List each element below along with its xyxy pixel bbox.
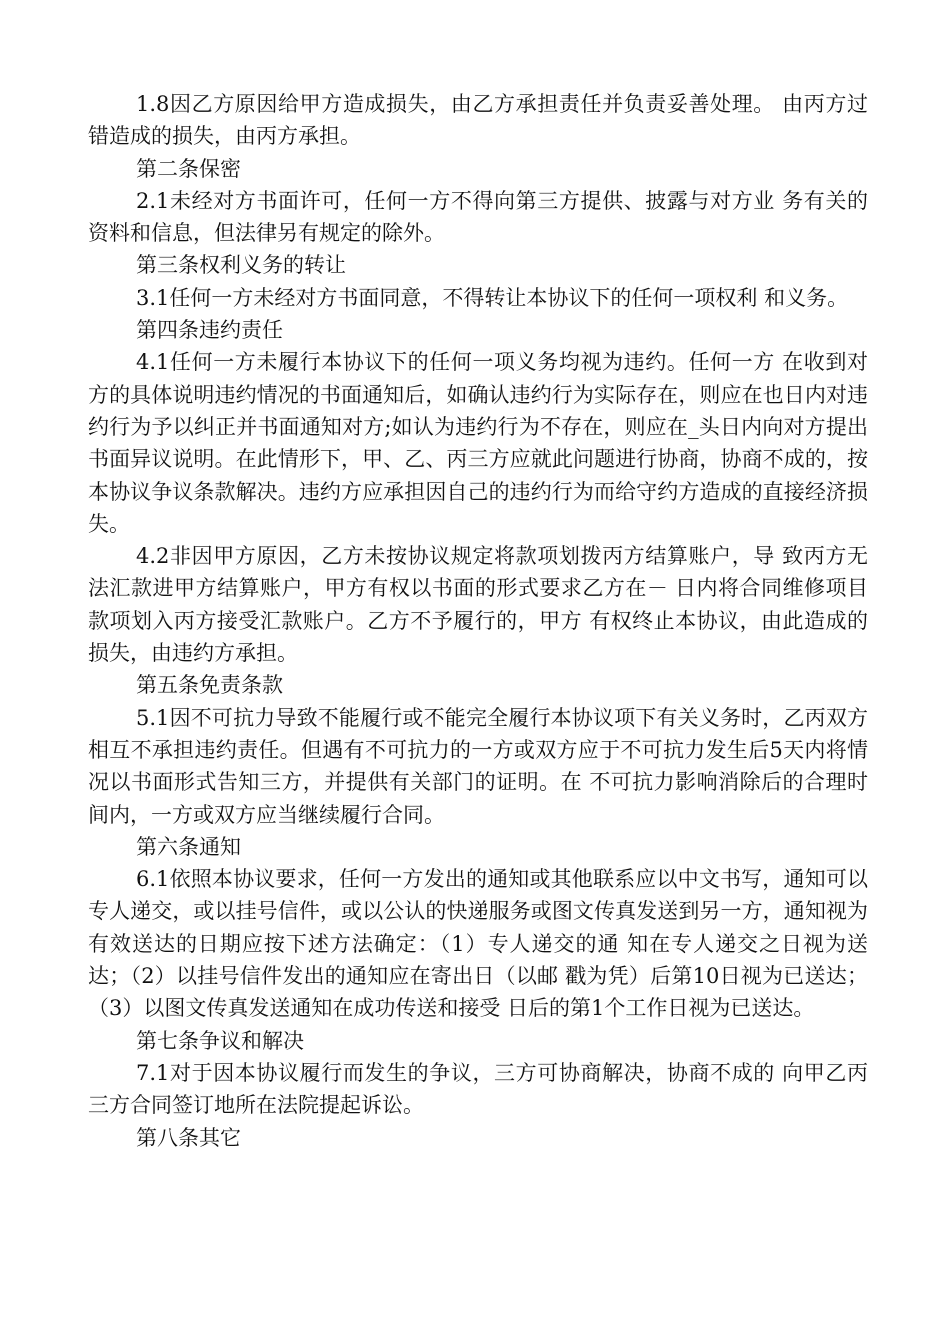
clause-4-1: 4.1任何一方未履行本协议下的任何一项义务均视为违约。任何一方 在收到对方的具体说明违约情况的书面通知后，如确认违约行为实际存在，则应在也日内对违约行为予以纠正并书面通知对方;如认为违约行为不存在，则应在_头日内向对方提出书面异议说明。在此情形下，甲、乙、丙三方应就此问题进行协商，协商不成的，按本协议争议条款解决。违约方应承担因自己的违约行为而给守约方造成的直接经济损失。 (88, 350, 868, 536)
heading-article-8: 第八条其它 (136, 1125, 241, 1150)
heading-article-7: 第七条争议和解决 (136, 1028, 304, 1053)
heading-article-3: 第三条权利义务的转让 (136, 253, 346, 278)
clause-4-2: 4.2非因甲方原因，乙方未按协议规定将款项划拨丙方结算账户，导 致丙方无法汇款进甲方结算账户，甲方有权以书面的形式要求乙方在－ 日内将合同维修项目款项划入丙方接受汇款账户。乙方不予履行的，甲方 有权终止本协议，由此造成的损失，由违约方承担。 (88, 544, 868, 666)
document-page (88, 88, 868, 1154)
clause-1-8: 1.8因乙方原因给甲方造成损失，由乙方承担责任并负责妥善处理。 由丙方过错造成的损失，由丙方承担。 (88, 92, 868, 149)
heading-article-2: 第二条保密 (136, 156, 241, 181)
clause-5-1: 5.1因不可抗力导致不能履行或不能完全履行本协议项下有关义务时，乙丙双方相互不承担违约责任。但遇有不可抗力的一方或双方应于不可抗力发生后5天内将情况以书面形式告知三方，并提供有关部门的证明。在 不可抗力影响消除后的合理时间内，一方或双方应当继续履行合同。 (88, 705, 868, 827)
clause-2-1: 2.1未经对方书面许可，任何一方不得向第三方提供、披露与对方业 务有关的资料和信息，但法律另有规定的除外。 (88, 188, 868, 246)
clause-6-1: 6.1依照本协议要求，任何一方发出的通知或其他联系应以中文书写，通知可以专人递交，或以挂号信件，或以公认的快递服务或图文传真发送到另一方，通知视为有效送达的日期应按下述方法确定：（1）专人递交的通 知在专人递交之日视为送达；（2）以挂号信件发出的通知应在寄出日（以邮 戳为凭）后第10日视为已送达；（3）以图文传真发送通知在成功传送和接受 日后的第1个工作日视为已送达。 (88, 867, 868, 1021)
heading-article-6: 第六条通知 (136, 834, 241, 859)
heading-article-5: 第五条免责条款 (136, 673, 283, 698)
clause-3-1: 3.1任何一方未经对方书面同意，不得转让本协议下的任何一项权利 和义务。 (136, 285, 849, 310)
heading-article-4: 第四条违约责任 (136, 318, 283, 343)
clause-7-1: 7.1对于因本协议履行而发生的争议，三方可协商解决，协商不成的 向甲乙丙三方合同签订地所在法院提起诉讼。 (88, 1060, 868, 1118)
